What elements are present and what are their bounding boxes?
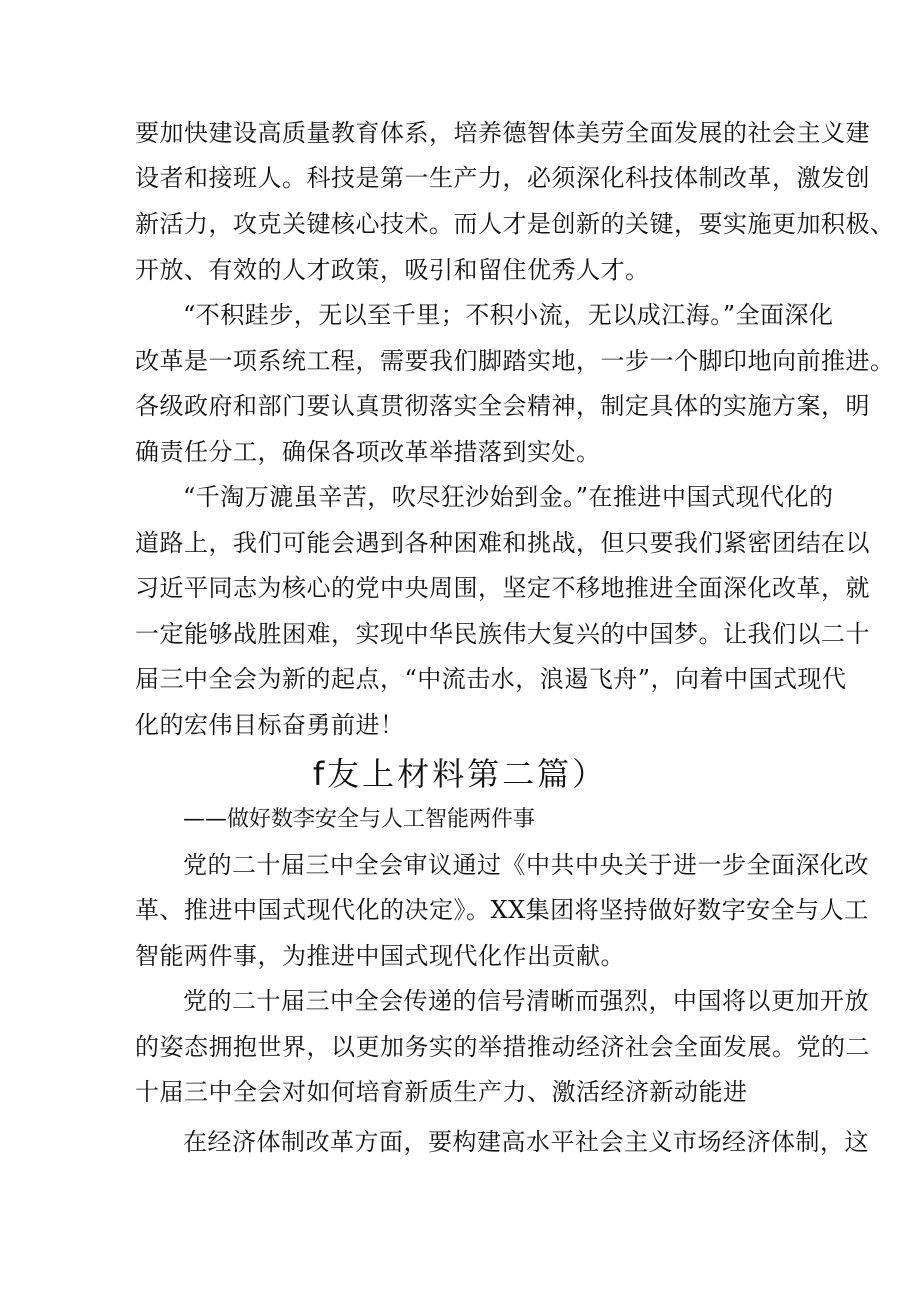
paragraph-6-line-1: 在经济体制改革方面，要构建高水平社会主义市场经济体制，这 xyxy=(183,1128,869,1156)
paragraph-1-line-1: 要加快建设高质量教育体系，培养德智体美劳全面发展的社会主义建 xyxy=(135,119,870,147)
paragraph-1-line-4: 开放、有效的人才政策，吸引和留住优秀人才。 xyxy=(135,256,650,284)
paragraph-3-line-3: 习近平同志为核心的党中央周围，坚定不移地推进全面深化改革，就 xyxy=(135,574,870,602)
paragraph-2-line-1: “不积跬步，无以至千里；不积小流，无以成江海。”全面深化 xyxy=(183,301,834,329)
paragraph-5-line-2: 的姿态拥抱世界，以更加务实的举措推动经济社会全面发展。党的二 xyxy=(135,1033,870,1061)
paragraph-5-line-1: 党的二十届三中全会传递的信号清晰而强烈，中国将以更加开放 xyxy=(183,987,869,1015)
paragraph-3-line-5: 届三中全会为新的起点，“中流击水，浪遏飞舟”，向着中国式现代 xyxy=(135,665,847,693)
paragraph-1-line-2: 设者和接班人。科技是第一生产力，必须深化科技体制改革，激发创 xyxy=(135,164,870,192)
paragraph-4-line-3: 智能两件事，为推进中国式现代化作出贡献。 xyxy=(135,942,625,970)
paragraph-2-line-4: 确责任分工，确保各项改革举措落到实处。 xyxy=(135,438,601,466)
paragraph-3-line-1: “千淘万漉虽辛苦，吹尽狂沙始到金。”在推进中国式现代化的 xyxy=(183,483,834,511)
paragraph-3-line-2: 道路上，我们可能会遇到各种困难和挑战，但只要我们紧密团结在以 xyxy=(135,529,870,557)
paragraph-4-line-2: 革、推进中国式现代化的决定》。XX集团将坚持做好数字安全与人工 xyxy=(135,896,869,924)
paragraph-2-line-2: 改革是一项系统工程，需要我们脚踏实地，一步一个脚印地向前推进。 xyxy=(135,347,895,375)
section-subtitle: ——做好数李安全与人工智能两件事 xyxy=(183,807,536,832)
section-heading: f友上材料第二篇） xyxy=(312,755,608,793)
paragraph-2-line-3: 各级政府和部门要认真贯彻落实全会精神，制定具体的实施方案，明 xyxy=(135,392,870,420)
paragraph-5-line-3: 十届三中全会对如何培育新质生产力、激活经济新动能进 xyxy=(135,1078,748,1106)
paragraph-4-line-1: 党的二十届三中全会审议通过《中共中央关于进一步全面深化改 xyxy=(183,851,869,879)
paragraph-1-line-3: 新活力，攻克关键核心技术。而人才是创新的关键，要实施更加积极、 xyxy=(135,210,895,238)
paragraph-3-line-6: 化的宏伟目标奋勇前进！ xyxy=(135,711,405,739)
paragraph-3-line-4: 一定能够战胜困难，实现中华民族伟大复兴的中国梦。让我们以二十 xyxy=(135,620,870,648)
